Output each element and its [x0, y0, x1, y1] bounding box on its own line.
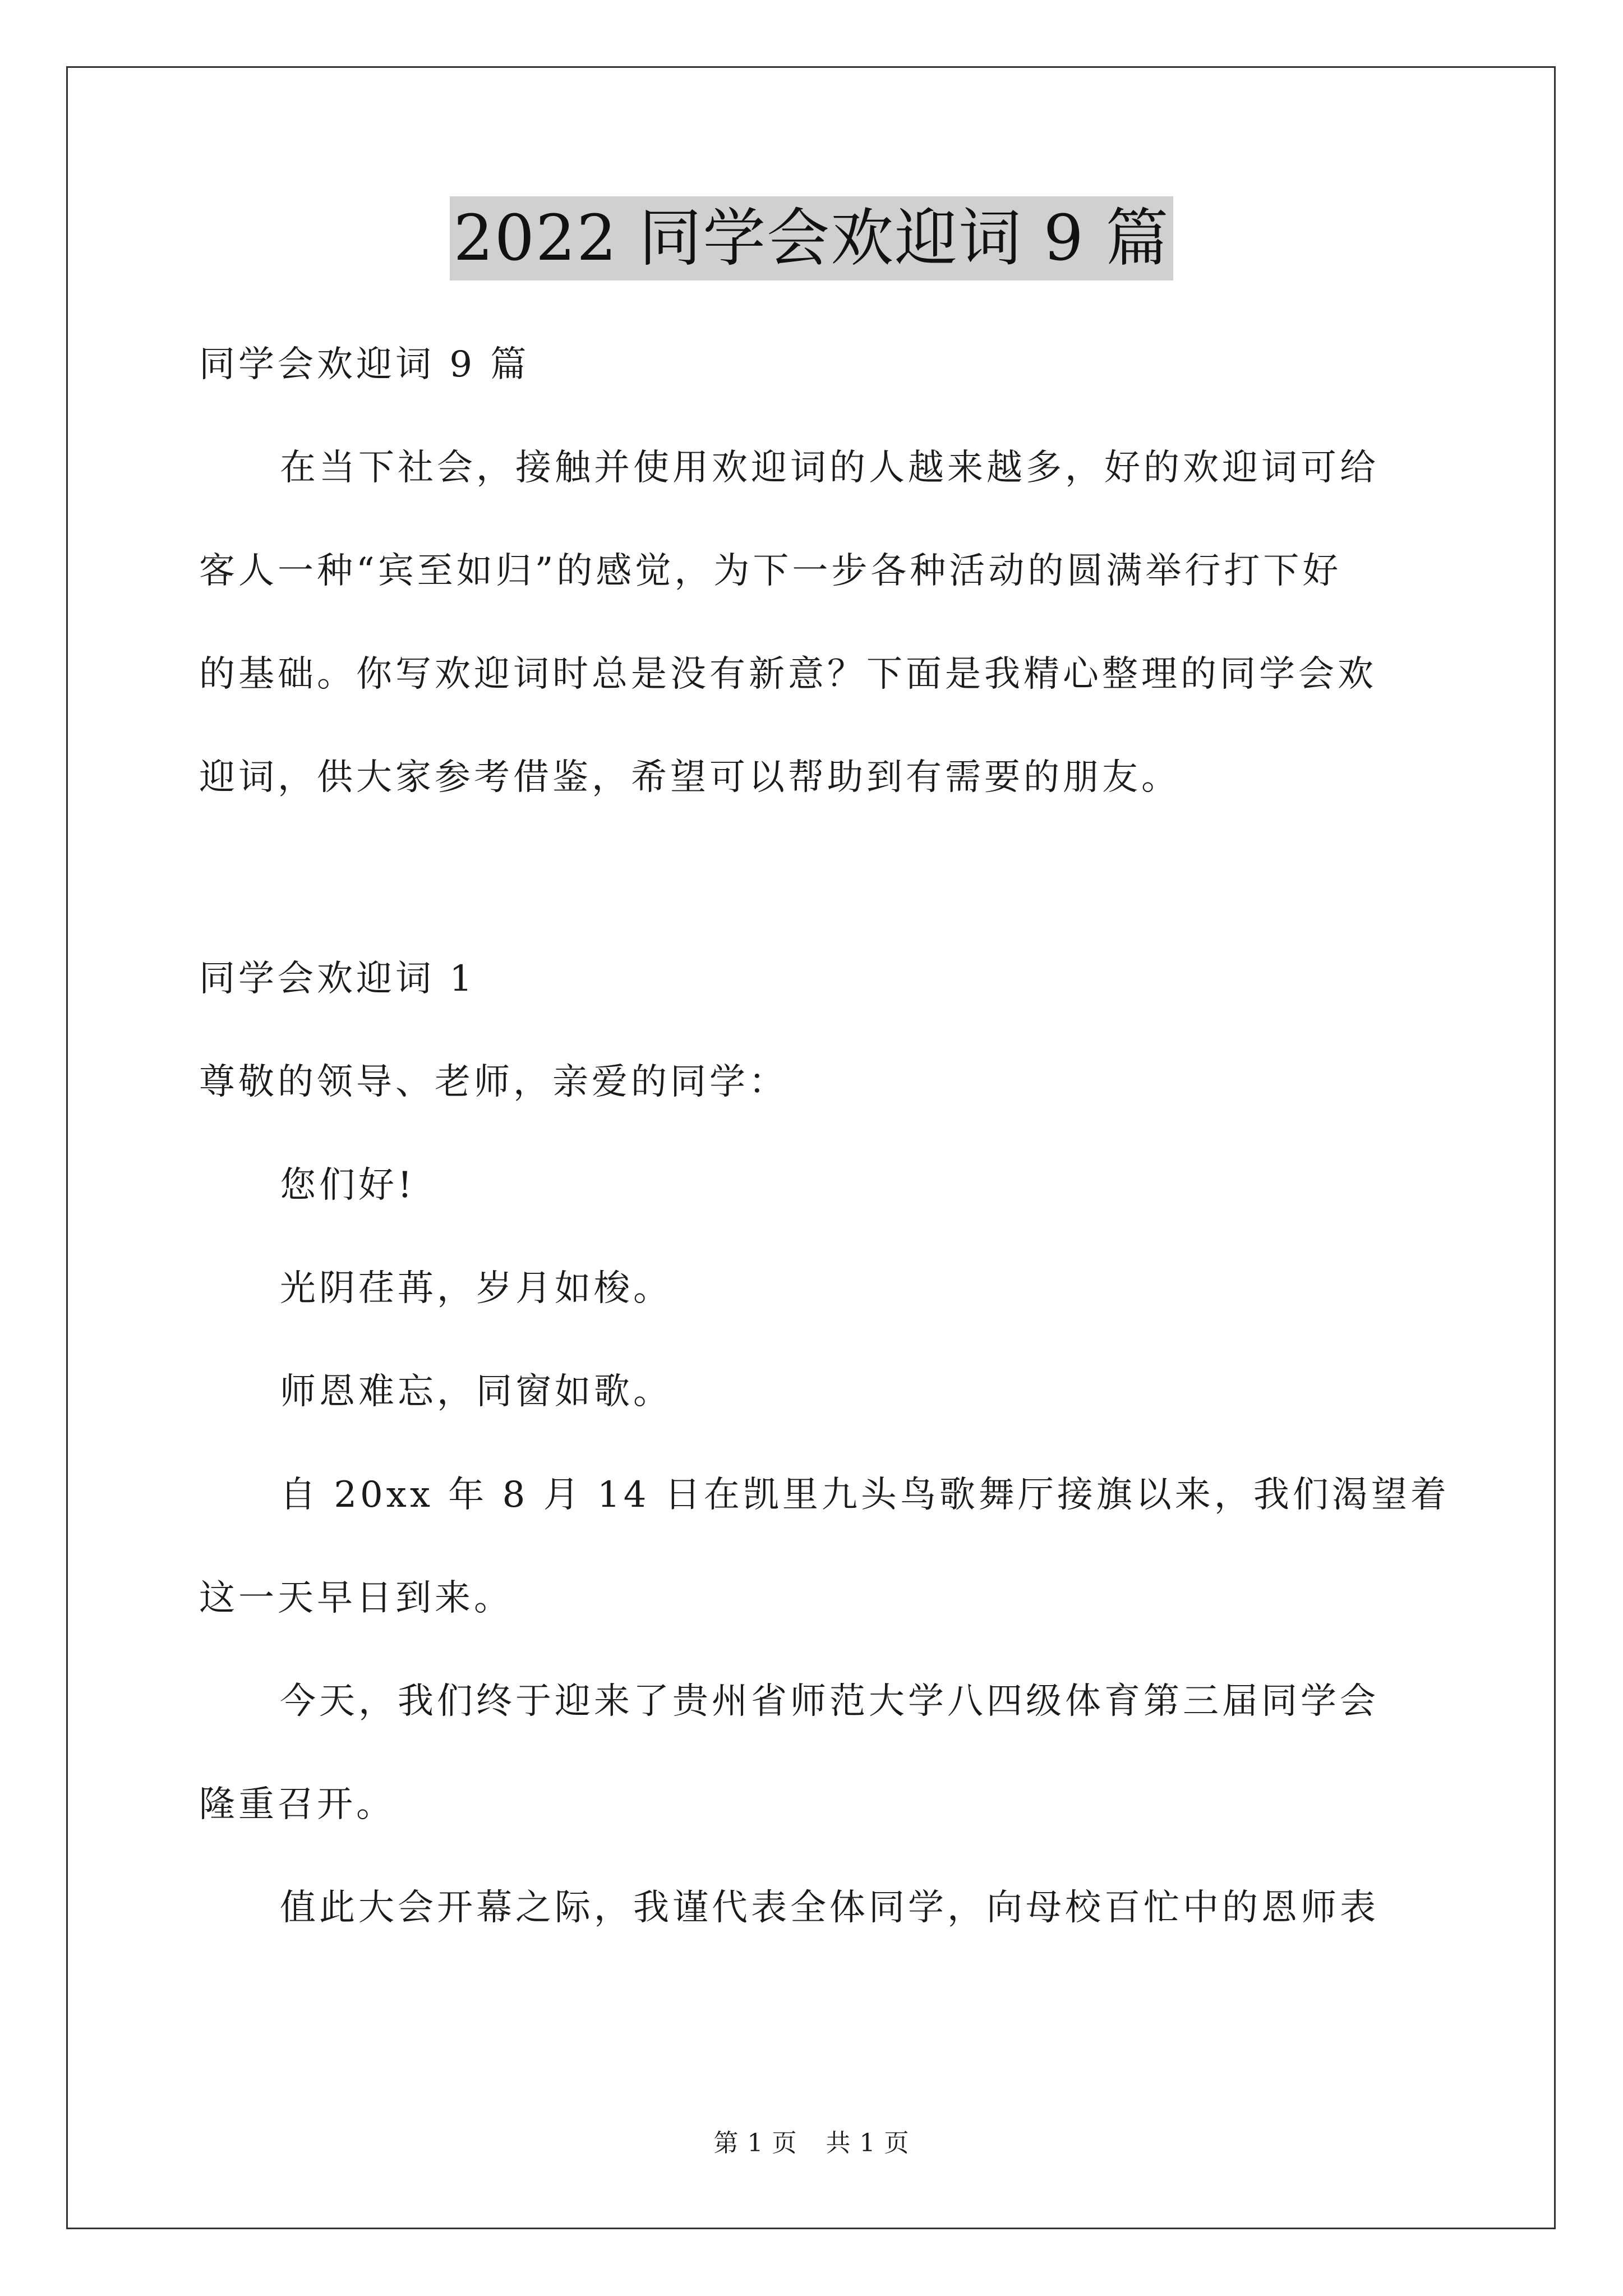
greeting: 您们好! — [280, 1165, 416, 1206]
intro-line-1: 在当下社会，接触并使用欢迎词的人越来越多，好的欢迎词可给 — [280, 447, 1379, 489]
intro-line-3: 的基础。你写欢迎词时总是没有新意？下面是我精心整理的同学会欢 — [199, 654, 1377, 695]
body-line-4: 这一天早日到来。 — [199, 1577, 513, 1619]
document-body — [199, 313, 1450, 1959]
salutation: 尊敬的领导、老师，亲爱的同学： — [199, 1061, 788, 1103]
intro-line-2: 客人一种“宾至如归”的感觉，为下一步各种活动的圆满举行打下好 — [199, 550, 1342, 592]
subtitle-line: 同学会欢迎词 9 篇 — [199, 344, 530, 385]
body-line-5: 今天，我们终于迎来了贵州省师范大学八四级体育第三届同学会 — [280, 1681, 1379, 1722]
title-container — [0, 196, 1623, 280]
body-line-1: 光阴荏苒，岁月如梭。 — [280, 1268, 672, 1309]
body-line-3: 自 20xx 年 8 月 14 日在凯里九头鸟歌舞厅接旗以来，我们渴望着 — [280, 1474, 1450, 1516]
section-heading: 同学会欢迎词 1 — [199, 958, 476, 1000]
page-footer — [0, 2128, 1623, 2159]
document-title: 2022 同学会欢迎词 9 篇 — [450, 196, 1173, 280]
page-total: 共 1 页 — [826, 2129, 910, 2157]
body-line-7: 值此大会开幕之际，我谨代表全体同学，向母校百忙中的恩师表 — [280, 1887, 1379, 1929]
body-line-2: 师恩难忘，同窗如歌。 — [280, 1371, 672, 1412]
body-line-6: 隆重召开。 — [199, 1784, 395, 1825]
intro-line-4: 迎词，供大家参考借鉴，希望可以帮助到有需要的朋友。 — [199, 757, 1181, 798]
page-number: 第 1 页 — [713, 2129, 797, 2157]
